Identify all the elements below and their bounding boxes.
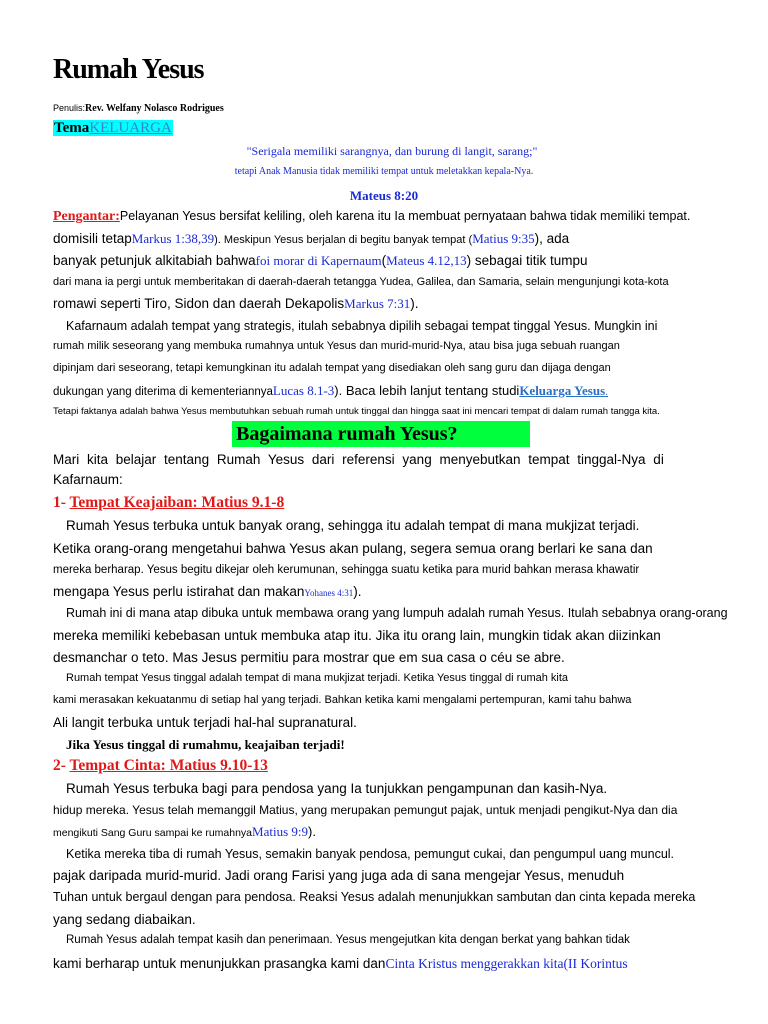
para2-line-2: rumah milik seseorang yang membuka rumahnya untuk Yesus dan murid-murid-Nya, atau bisa juga sebuah ruangan (53, 340, 620, 352)
para2-text-4a: dukungan yang diterima di kementeriannya (53, 386, 273, 398)
s2-line-1: Rumah Yesus terbuka bagi para pendosa yang Ia tunjukkan pengampunan dan kasih-Nya. (66, 781, 608, 796)
intro-text-3a: banyak petunjuk alkitabiah bahwa (53, 253, 256, 268)
para3: Tetapi faktanya adalah bahwa Yesus membutuhkan sebuah rumah untuk tinggal dan hingga saat ini mencari tempat di dalam rumah tangga kita. (53, 406, 660, 417)
author-label: Penulis: (53, 103, 86, 113)
author-name: Rev. Welfany Nolasco Rodrigues (85, 103, 224, 114)
s2-line-8: Rumah Yesus adalah tempat kasih dan penerimaan. Yesus mengejutkan kita dengan berkat yang bahkan tidak (66, 934, 630, 946)
theme-link[interactable]: KELUARGA (89, 120, 172, 136)
intro-line-5 (53, 296, 419, 312)
intro-text-3c: ) sebagai titik tumpu (466, 253, 588, 268)
s2-line-3 (53, 824, 316, 840)
s1-line-9: kami merasakan kekuatanmu di setiap hal yang terjadi. Bahkan ketika kami mengalami pertempuran, kami tahu bahwa (53, 694, 632, 706)
intro-text-2a: domisili tetap (53, 231, 132, 246)
ref-mateus-4[interactable]: Mateus 4.12,13 (386, 253, 467, 268)
theme-highlight (53, 120, 173, 136)
ref-kapernaum[interactable]: foi morar di Kapernaum (255, 253, 382, 268)
s2-line-9 (53, 956, 628, 972)
intro-text-5b: ). (410, 296, 419, 311)
ref-markus-1[interactable]: Markus 1:38,39 (131, 231, 215, 246)
s1-line-2: Ketika orang-orang mengetahui bahwa Yesus akan pulang, segera semua orang berlari ke sana dan (53, 541, 653, 556)
ref-ii-korintus[interactable]: II Korintus (568, 956, 628, 971)
intro-line-1 (53, 209, 690, 225)
quote-reference: Mateus 8:20 (349, 188, 419, 203)
s1-emphasis: Jika Yesus tinggal di rumahmu, keajaiban terjadi! (66, 737, 345, 752)
s2-text-3a: mengikuti Sang Guru sampai ke rumahnya (53, 827, 253, 839)
intro-text-2b: ). Meskipun Yesus berjalan di begitu banyak tempat ( (214, 234, 473, 246)
intro-text-2c: ), ada (534, 231, 570, 246)
s2-line-6: Tuhan untuk bergaul dengan para pendosa. Reaksi Yesus adalah menunjukkan sambutan dan cinta kepada mereka (53, 890, 696, 904)
link-keluarga-yesus[interactable]: Keluarga Yesus (519, 383, 606, 398)
intro-text-5a: romawi seperti Tiro, Sidon dan daerah Dekapolis (53, 296, 345, 311)
section-1-title[interactable]: Tempat Keajaiban: Matius 9.1-8 (69, 494, 285, 511)
s1-text-4b: ). (353, 584, 362, 599)
ref-markus-7[interactable]: Markus 7:31 (344, 296, 411, 311)
section-2-title[interactable]: Tempat Cinta: Matius 9.10-13 (69, 757, 268, 774)
intro-text-1: Pelayanan Yesus bersifat keliling, oleh karena itu Ia membuat pernyataan bahwa tidak memiliki tempat. (119, 209, 691, 223)
ref-yohanes-4[interactable]: Yohanes 4:31 (304, 588, 354, 598)
s2-line-7: yang sedang diabaikan. (53, 912, 196, 927)
study-line-1: Mari kita belajar tentang Rumah Yesus dari referensi yang menyebutkan tempat tinggal-Nya di (53, 452, 664, 467)
s1-line-3: mereka berharap. Yesus begitu dikejar oleh kerumunan, sehingga suatu ketika para murid bahkan merasa khawatir (53, 564, 640, 576)
intro-label: Pengantar: (53, 209, 120, 224)
intro-line-2 (53, 231, 569, 247)
intro-text-3b: ( (381, 253, 387, 268)
theme-label: Tema (54, 120, 90, 136)
quote-line-1: "Serigala memiliki sarangnya, dan burung di langit, sarang;" (246, 144, 538, 158)
s1-line-6: mereka memiliki kebebasan untuk membuka atap itu. Jika itu orang lain, mungkin tidak akan diizinkan (53, 628, 661, 643)
s2-line-2: hidup mereka. Yesus telah memanggil Matius, yang merupakan pemungut pajak, untuk menjadi pengikut-Nya dan dia (53, 803, 678, 817)
ref-matius-9-35[interactable]: Matius 9:35 (472, 231, 535, 246)
s1-line-7: desmanchar o teto. Mas Jesus permitiu para mostrar que em sua casa o céu se abre. (53, 650, 565, 665)
para2-line-4 (53, 383, 636, 399)
s1-line-8: Rumah tempat Yesus tinggal adalah tempat di mana mukjizat terjadi. Ketika Yesus tinggal di rumah kita (66, 672, 569, 684)
s2-text-9a: kami berharap untuk menunjukkan prasangka kami dan (53, 956, 386, 971)
section-2-heading (53, 757, 268, 775)
s2-line-4: Ketika mereka tiba di rumah Yesus, semakin banyak pendosa, pemungut cukai, dan pengumpul uang muncul. (66, 847, 675, 861)
section-1-heading (53, 494, 284, 512)
section-heading: Bagaimana rumah Yesus? (232, 421, 530, 447)
ref-lucas-8[interactable]: Lucas 8.1-3 (272, 383, 335, 398)
section-1-number: 1- (53, 494, 70, 511)
s1-line-10: Ali langit terbuka untuk terjadi hal-hal supranatural. (53, 715, 357, 730)
s2-line-5: pajak daripada murid-murid. Jadi orang Farisi yang juga ada di sana mengejar Yesus, menuduh (53, 868, 625, 883)
section-2-number: 2- (53, 757, 70, 774)
para2-line-3: dipinjam dari seseorang, tetapi kemungkinan itu adalah tempat yang disediakan oleh sang guru dan dijaga dengan (53, 362, 611, 374)
quote-line-2: tetapi Anak Manusia tidak memiliki tempat untuk meletakkan kepala-Nya. (234, 166, 534, 177)
ref-cinta-kristus[interactable]: Cinta Kristus menggerakkan kita (385, 956, 564, 971)
para2-text-4c: . (605, 386, 609, 398)
para2-text-4b: ). Baca lebih lanjut tentang studi (334, 383, 520, 398)
theme-line (53, 120, 173, 137)
s1-line-5: Rumah ini di mana atap dibuka untuk membawa orang yang lumpuh adalah rumah Yesus. Itulah sebabnya orang-orang (66, 606, 728, 620)
s2-text-3b: ). (308, 824, 316, 839)
s1-text-4a: mengapa Yesus perlu istirahat dan makan (53, 584, 305, 599)
page-title: Rumah Yesus (53, 54, 204, 85)
ref-matius-9-9[interactable]: Matius 9:9 (252, 824, 309, 839)
study-line-2: Kafarnaum: (53, 472, 123, 487)
s1-line-4 (53, 584, 362, 599)
author-line (53, 103, 224, 114)
s1-line-1: Rumah Yesus terbuka untuk banyak orang, sehingga itu adalah tempat di mana mukjizat terjadi. (66, 518, 640, 533)
para2-line-1: Kafarnaum adalah tempat yang strategis, itulah sebabnya dipilih sebagai tempat tinggal Yesus. Mungkin ini (66, 319, 658, 333)
s2-text-9b: ( (563, 956, 569, 971)
intro-line-3 (53, 253, 587, 269)
intro-line-4: dari mana ia pergi untuk memberitakan di daerah-daerah tetangga Yudea, Galilea, dan Samaria, selain mengunjungi kota-kota (53, 276, 669, 288)
